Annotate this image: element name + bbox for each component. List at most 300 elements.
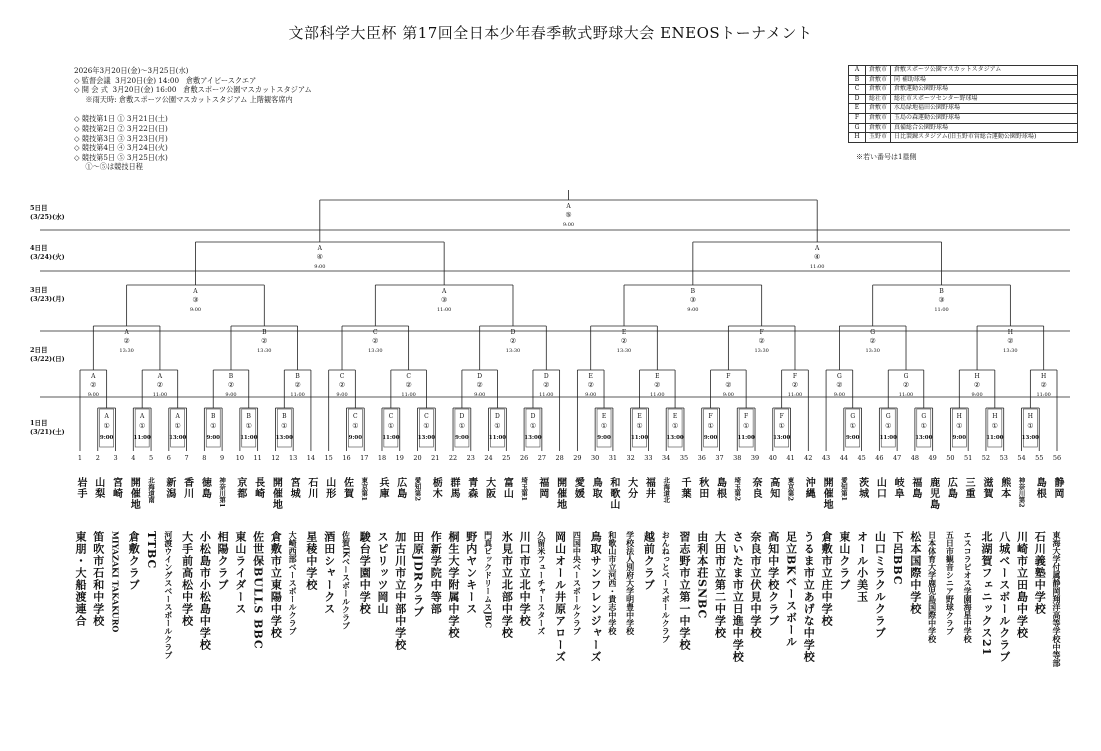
venue-code: H [1007, 329, 1013, 336]
round-mark: ① [849, 422, 856, 430]
team-name: 川崎市立田島中学校 [1015, 531, 1029, 639]
round-mark: ① [920, 422, 927, 430]
team-number: 21 [431, 454, 440, 462]
match-time: 11:00 [986, 435, 1004, 441]
team-entry [142, 477, 160, 731]
round-mark: ① [210, 422, 217, 430]
venue-city: 倉敷市 [866, 66, 891, 76]
team-prefecture: 愛知第2 [413, 477, 422, 502]
round-mark: ② [587, 381, 594, 389]
venue-city: 総社市 [866, 94, 891, 104]
team-entry [284, 477, 302, 731]
team-entry [799, 477, 817, 731]
team-number: 18 [377, 454, 387, 462]
team-prefecture: 青森 [465, 477, 477, 499]
info-line: ◇ 競技第5日 ⑤ 3月25日(水) [74, 152, 168, 162]
venue-code: B [939, 288, 944, 295]
info-line: ◇ 競技第3日 ③ 3月23日(月) [74, 133, 168, 143]
round-mark: ② [372, 337, 379, 345]
venue-code: A [317, 245, 322, 252]
team-name: 駿台学園中学校 [358, 531, 372, 615]
team-number: 40 [768, 454, 777, 462]
team-number: 19 [395, 454, 404, 462]
team-name: 東朋・大船渡連合 [74, 531, 87, 627]
team-prefecture: 山口 [874, 477, 886, 499]
team-number: 30 [591, 454, 600, 462]
venue-code: G [885, 413, 891, 420]
round-mark: ② [973, 381, 981, 389]
team-prefecture: 埼玉第2 [733, 477, 742, 502]
team-prefecture: 開催地 [128, 477, 140, 510]
team-entry [728, 477, 746, 731]
match-time: 13:30 [119, 348, 134, 354]
match-time: 13:00 [915, 435, 933, 441]
round-mark: ② [902, 381, 910, 389]
team-number: 56 [1052, 454, 1062, 462]
venue-code: B [295, 373, 300, 380]
team-number: 32 [626, 454, 635, 462]
team-entry [249, 477, 267, 731]
page-title: 文部科学大臣杯 第17回全日本少年春季軟式野球大会 ENEOSトーナメント [288, 24, 813, 42]
venue-name: 真備総合公園野球場 [891, 123, 1078, 133]
team-name: 星稜中学校 [304, 531, 318, 591]
team-entry [355, 477, 373, 731]
round-mark: ⑤ [565, 211, 572, 219]
team-name: 門真ビックドリームスJBC [483, 531, 494, 629]
venue-city: 倉敷市 [866, 85, 891, 95]
team-prefecture: 富山 [501, 477, 513, 499]
team-entry [409, 477, 427, 731]
team-number: 15 [324, 454, 333, 462]
team-name: 作新学院中等部 [429, 531, 443, 615]
round-mark: ① [494, 422, 501, 430]
team-entry [195, 477, 213, 731]
team-number: 33 [644, 454, 653, 462]
venue-code: A [175, 413, 180, 420]
team-number: 4 [131, 454, 136, 462]
match-time: 11:00 [240, 435, 258, 441]
venue-name: 日比製錬スタジアム(旧玉野市営総合運動公園野球場) [891, 133, 1078, 143]
match-time: 11:00 [401, 392, 416, 398]
team-prefecture: 東京第2 [786, 477, 795, 502]
team-entry [746, 477, 764, 731]
match-time: 13:30 [754, 348, 769, 354]
round-mark: ③ [192, 296, 199, 304]
team-number: 6 [166, 454, 171, 462]
venue-code: D [495, 413, 500, 420]
team-prefecture: 群馬 [448, 477, 460, 499]
team-number: 23 [466, 454, 475, 462]
match-time: 13:00 [1021, 435, 1040, 441]
round-mark: ① [1027, 422, 1034, 430]
day-label-date: (3/24)(火) [30, 252, 65, 261]
venue-code: D [510, 329, 516, 336]
round-mark: ② [90, 381, 97, 389]
team-entry [462, 477, 480, 731]
team-prefecture: 佐賀 [341, 477, 353, 499]
venue-code: H [956, 413, 962, 420]
match-time: 11:00 [934, 307, 949, 313]
venue-code: G [903, 373, 909, 380]
team-name: MIYAZAKI TAKAKURO [110, 531, 121, 633]
team-entry [853, 477, 871, 731]
team-name: 酒田シャークス [322, 531, 336, 615]
venue-code: D [849, 94, 866, 104]
team-name: 倉敷クラブ [127, 531, 141, 591]
match-time: 9:00 [455, 435, 469, 441]
team-entry [906, 477, 924, 731]
venue-name: 玉島の森運動公園野球場 [891, 113, 1078, 123]
round-mark: ① [956, 422, 963, 430]
venue-city: 玉野市 [866, 133, 891, 143]
round-mark: ① [103, 422, 110, 430]
match-time: 13:30 [257, 348, 272, 354]
venue-code: B [228, 373, 234, 380]
team-name: さいたま市立日進中学校 [731, 531, 745, 663]
team-name: 日本体育大学鹿児島国際中学校 [927, 531, 938, 643]
team-prefecture: 鳥取 [590, 477, 602, 499]
round-mark: ④ [316, 253, 323, 261]
team-prefecture: 和歌山 [607, 477, 619, 510]
venue-code: A [104, 413, 109, 420]
team-name: スピリッツ岡山 [375, 531, 389, 615]
team-entry [124, 477, 142, 731]
team-number: 50 [946, 454, 955, 462]
info-line: 2026年3月20日(金)～3月25日(水) [74, 66, 189, 75]
venue-code: F [726, 373, 731, 380]
venue-city: 倉敷市 [866, 104, 891, 114]
match-time: 9:00 [314, 264, 326, 270]
team-number: 1 [77, 454, 83, 462]
team-entry [568, 477, 586, 731]
team-entry [178, 477, 196, 731]
match-time: 11:00 [787, 392, 803, 398]
team-prefecture: 兵庫 [376, 477, 388, 499]
team-number: 51 [964, 454, 973, 462]
team-prefecture: 福井 [643, 477, 655, 499]
team-prefecture: 島根 [1034, 477, 1046, 499]
day-label-date: (3/25)(水) [30, 212, 65, 221]
venue-code: C [373, 329, 378, 336]
team-prefecture: 広島 [394, 477, 406, 499]
venue-code: C [424, 413, 429, 420]
round-mark: ② [156, 381, 164, 389]
round-mark: ① [139, 422, 146, 430]
team-prefecture: 宮崎 [110, 477, 122, 499]
team-entry [320, 477, 338, 731]
team-number: 54 [1017, 454, 1026, 462]
day-label-day: 2日目 [30, 346, 48, 354]
match-time: 9:00 [703, 435, 718, 441]
team-entry [959, 477, 977, 731]
venue-code: B [246, 413, 251, 420]
team-prefecture: 静岡 [1052, 477, 1063, 499]
team-name: 大田市立第二中学校 [713, 531, 727, 639]
venue-code: B [690, 288, 696, 295]
round-mark: ② [725, 381, 732, 389]
team-name: 東山ライダース [233, 531, 247, 615]
venue-code: G [836, 373, 842, 380]
venue-code: H [1041, 373, 1047, 380]
day-label-day: 4日目 [30, 244, 48, 252]
venue-city: 倉敷市 [866, 123, 891, 133]
match-time: 11:00 [1036, 392, 1051, 398]
team-number: 53 [999, 454, 1008, 462]
team-prefecture: 北海道南 [147, 477, 156, 503]
match-time: 13:00 [275, 435, 293, 441]
venue-code: A [140, 413, 145, 420]
venue-code: G [850, 413, 856, 420]
venue-code: C [353, 413, 358, 420]
venue-code: C [849, 85, 866, 95]
match-time: 9:00 [189, 307, 202, 313]
team-entry [266, 477, 284, 731]
team-entry [1030, 477, 1048, 731]
round-mark: ③ [938, 296, 945, 304]
team-number: 20 [413, 454, 422, 462]
venue-code: D [477, 373, 483, 380]
team-entry [515, 477, 533, 731]
day-label [30, 244, 65, 261]
team-name: 四国中央ベースボールクラブ [572, 531, 583, 635]
team-prefecture: 愛知第1 [839, 477, 848, 502]
team-entry [551, 477, 569, 731]
team-entry [924, 477, 942, 731]
team-prefecture: 滋賀 [980, 477, 992, 499]
team-prefecture: 三重 [963, 477, 975, 499]
team-prefecture: 石川 [305, 477, 317, 499]
venue-code: A [124, 329, 129, 336]
team-number: 8 [202, 454, 207, 462]
venue-code: C [339, 373, 345, 380]
day-label-day: 3日目 [30, 286, 48, 294]
team-name: 大崎西部ベースボールクラブ [288, 531, 299, 635]
round-mark: ② [294, 381, 301, 389]
team-entry [817, 477, 835, 731]
team-entry [622, 477, 640, 731]
info-line: ①～⑤は競技日程 [74, 162, 143, 172]
round-mark: ② [261, 337, 268, 345]
team-number: 16 [342, 454, 351, 462]
team-entry [1012, 477, 1030, 731]
team-number: 10 [235, 454, 245, 462]
venue-code: F [708, 413, 713, 420]
team-number: 44 [839, 454, 848, 462]
venue-code: E [849, 104, 866, 114]
round-mark: ② [123, 337, 130, 345]
team-prefecture: 福島 [909, 477, 921, 499]
team-name: 東海大学付属静岡翔洋高等学校中等部 [1052, 531, 1062, 667]
match-time: 9:00 [336, 392, 348, 398]
team-number: 52 [981, 454, 991, 462]
team-name: 佐世保BULLS BBC [251, 531, 265, 650]
venue-name: 水島緑地福田公園野球場 [891, 104, 1078, 114]
round-mark: ② [791, 381, 799, 389]
venue-name: 倉敷スポーツ公園マスカットスタジアム [891, 66, 1078, 76]
venue-code: B [282, 413, 287, 420]
team-entry [302, 477, 320, 731]
team-number: 12 [271, 454, 280, 462]
team-name: 和歌山市立河西・貴志中学校 [607, 531, 618, 635]
team-entry [977, 477, 995, 731]
team-name: 八城ベースボールクラブ [997, 531, 1011, 663]
team-number: 28 [555, 454, 564, 462]
round-mark: ② [543, 381, 550, 389]
match-time: 9:00 [845, 435, 860, 441]
team-entry [533, 477, 551, 731]
team-prefecture: 新潟 [163, 477, 175, 499]
team-name: 山口ミラクルクラブ [873, 531, 887, 639]
team-number: 34 [662, 454, 671, 462]
match-time: 11:00 [879, 435, 897, 441]
match-time: 13:00 [417, 435, 436, 441]
team-entry [373, 477, 391, 731]
round-mark: ② [1007, 337, 1014, 345]
match-time: 13:30 [865, 348, 880, 354]
team-prefecture: 長崎 [252, 477, 264, 499]
team-prefecture: 大阪 [483, 477, 495, 499]
team-name: 奈良市立伏見中学校 [749, 531, 763, 639]
match-time: 11:00 [382, 435, 400, 441]
info-line: ◇ 競技第4日 ④ 3月24日(火) [74, 143, 168, 153]
team-entry [586, 477, 604, 731]
team-entry [213, 477, 231, 731]
match-time: 13:30 [505, 348, 521, 354]
team-entry [71, 477, 89, 731]
venue-code: B [849, 75, 866, 85]
team-number: 36 [697, 454, 706, 462]
day-label-date: (3/22)(日) [30, 354, 65, 363]
team-name: 河渡ウイングスベースボールクラブ [163, 531, 174, 659]
team-number: 42 [804, 454, 813, 462]
team-prefecture: 北海道北 [662, 477, 671, 503]
match-time: 13:00 [169, 435, 187, 441]
venue-code: G [870, 329, 876, 336]
team-name: 桐生大学附属中学校 [447, 531, 461, 639]
team-name: 相陽クラブ [216, 531, 230, 591]
venue-code: G [921, 413, 927, 420]
team-entry [391, 477, 409, 731]
team-name: 小松島市小松島中学校 [198, 531, 212, 651]
venue-code: A [193, 288, 198, 295]
round-mark: ① [707, 422, 714, 430]
team-prefecture: 茨城 [856, 477, 868, 499]
team-name: 北湖賀フェニックス21 [979, 531, 993, 657]
team-name: 五日市観音シニア野球クラブ [945, 531, 956, 635]
match-time: 9:00 [597, 435, 611, 441]
match-time: 13:00 [666, 435, 684, 441]
venue-code: A [91, 373, 96, 380]
team-prefecture: 岩手 [75, 477, 86, 499]
round-mark: ③ [441, 296, 448, 304]
match-time: 13:00 [772, 435, 791, 441]
team-prefecture: 愛媛 [572, 477, 584, 499]
team-entry [710, 477, 728, 731]
match-time: 11:00 [650, 392, 665, 398]
day-label [30, 204, 65, 221]
team-number: 24 [484, 454, 493, 462]
venue-code: A [815, 245, 820, 252]
venue-code: H [849, 133, 866, 143]
team-number: 37 [715, 454, 724, 462]
round-mark: ② [509, 337, 517, 345]
venue-note: ※若い番号は1塁側 [856, 153, 917, 161]
info-line: ◇ 競技第1日 ① 3月21日(土) [74, 114, 168, 124]
match-time: 11:00 [436, 307, 452, 313]
team-number: 7 [184, 454, 189, 462]
round-mark: ② [227, 381, 235, 389]
venue-code: C [388, 413, 394, 420]
team-prefecture: 広島 [945, 477, 957, 499]
match-time: 9:00 [585, 392, 597, 398]
venue-code: G [849, 123, 866, 133]
match-time: 11:00 [737, 435, 755, 441]
match-time: 9:00 [99, 435, 114, 441]
team-number: 29 [573, 454, 582, 462]
team-name: 久留米フューチャースターズ [536, 531, 547, 635]
round-mark: ① [991, 422, 998, 430]
match-time: 13:30 [616, 348, 632, 354]
team-prefecture: 岐阜 [892, 477, 904, 499]
team-name: エスコラピオス学園海星中学校 [963, 531, 974, 643]
team-prefecture: 大分 [625, 477, 637, 499]
match-time: 9:00 [952, 435, 967, 441]
team-prefecture: 沖縄 [803, 477, 815, 499]
team-prefecture: 埼玉第1 [520, 477, 529, 502]
team-number: 39 [750, 454, 760, 462]
team-prefecture: 千葉 [678, 477, 690, 499]
match-time: 9:00 [348, 435, 363, 441]
team-prefecture: 神奈川第1 [218, 477, 227, 508]
round-mark: ① [671, 422, 679, 430]
team-number: 9 [220, 454, 225, 462]
venue-code: E [588, 373, 593, 380]
team-number: 47 [892, 454, 902, 462]
team-name: 習志野市立第一中学校 [677, 531, 691, 651]
team-number: 45 [857, 454, 866, 462]
team-prefecture: 山梨 [92, 477, 104, 499]
round-mark: ② [405, 381, 412, 389]
team-prefecture: 香川 [181, 477, 193, 499]
team-prefecture: 開催地 [270, 477, 282, 510]
round-mark: ③ [689, 296, 696, 304]
round-mark: ② [869, 337, 876, 345]
day-label [30, 346, 65, 363]
team-name: オール小美玉 [855, 531, 869, 603]
match-time: 9:00 [562, 222, 575, 228]
team-name: 氷見市立北部中学校 [500, 531, 514, 639]
round-mark: ① [458, 422, 466, 430]
team-number: 14 [306, 454, 316, 462]
team-number: 5 [148, 454, 154, 462]
team-name: 松本国際中学校 [908, 531, 922, 615]
team-prefecture: 東京第1 [360, 477, 369, 502]
venue-code: D [459, 413, 465, 420]
team-prefecture: 栃木 [430, 477, 442, 499]
venue-code: A [849, 66, 866, 76]
team-entry [480, 477, 498, 731]
team-prefecture: 鹿児島 [927, 477, 939, 510]
venue-code: C [406, 373, 411, 380]
round-mark: ① [352, 422, 359, 430]
venue-name: 倉敷運動公園野球場 [891, 85, 1078, 95]
info-line: ◇ 開 会 式 3月20日(金) 16:00 倉敷スポーツ公園マスカットスタジアム [74, 85, 312, 95]
team-name: 田原JDRクラブ [411, 531, 425, 618]
match-time: 9:00 [474, 392, 486, 398]
team-entry [444, 477, 462, 731]
team-number: 3 [113, 454, 118, 462]
match-time: 9:00 [687, 307, 699, 313]
